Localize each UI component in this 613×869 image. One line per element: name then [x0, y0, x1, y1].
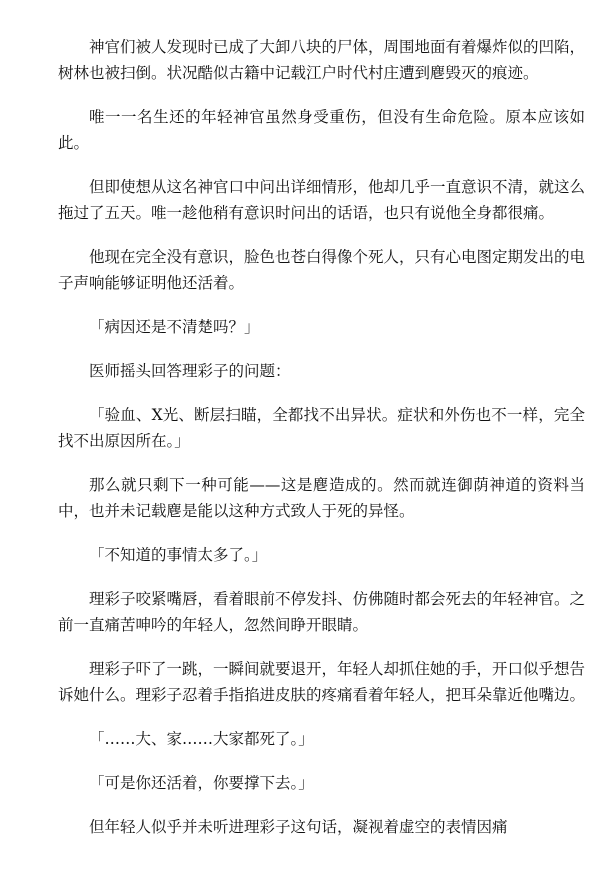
paragraph-8: 那么就只剩下一种可能——这是麀造成的。然而就连御荫神道的资料当中，也并未记载麀是能以这种方式致人于死的异怪。 [58, 476, 585, 520]
paragraph-6: 医师摇头回答理彩子的问题： [89, 362, 291, 380]
paragraph-2: 唯一一名生还的年轻神官虽然身受重伤，但没有生命危险。原本应该如此。 [58, 108, 585, 152]
paragraph-3: 但即使想从这名神官口中问出详细情形，他却几乎一直意识不清，就这么拖过了五天。唯一趁他稍有意识时问出的话语，也只有说他全身都很痛。 [58, 178, 586, 222]
paragraph-4: 他现在完全没有意识，脸色也苍白得像个死人，只有心电图定期发出的电子声响能够证明他还活着。 [58, 248, 586, 292]
paragraph-1: 神官们被人发现时已成了大卸八块的尸体，周围地面有着爆炸似的凹陷，树林也被扫倒。状况酷似古籍中记载江户时代村庄遭到麀毁灭的痕迹。 [58, 38, 586, 82]
paragraph-5: 「病因还是不清楚吗？」 [89, 318, 260, 336]
paragraph-10: 理彩子咬紧嘴唇，看着眼前不停发抖、仿佛随时都会死去的年轻神官。之前一直痛苦呻吟的年轻人，忽然间睁开眼睛。 [58, 590, 586, 634]
paragraph-11: 理彩子吓了一跳，一瞬间就要退开，年轻人却抓住她的手，开口似乎想告诉她什么。理彩子忍着手指掐进皮肤的疼痛看着年轻人，把耳朵靠近他嘴边。 [58, 660, 586, 704]
paragraph-9: 「不知道的事情太多了。」 [89, 546, 268, 564]
paragraph-14: 但年轻人似乎并未听进理彩子这句话，凝视着虚空的表情因痛 [89, 818, 508, 836]
paragraph-13: 「可是你还活着，你要撑下去。」 [89, 774, 314, 792]
paragraph-12: 「……大、家……大家都死了。」 [89, 730, 314, 748]
paragraph-7: 「验血、X光、断层扫瞄，全都找不出异状。症状和外伤也不一样，完全找不出原因所在。」 [58, 406, 585, 450]
